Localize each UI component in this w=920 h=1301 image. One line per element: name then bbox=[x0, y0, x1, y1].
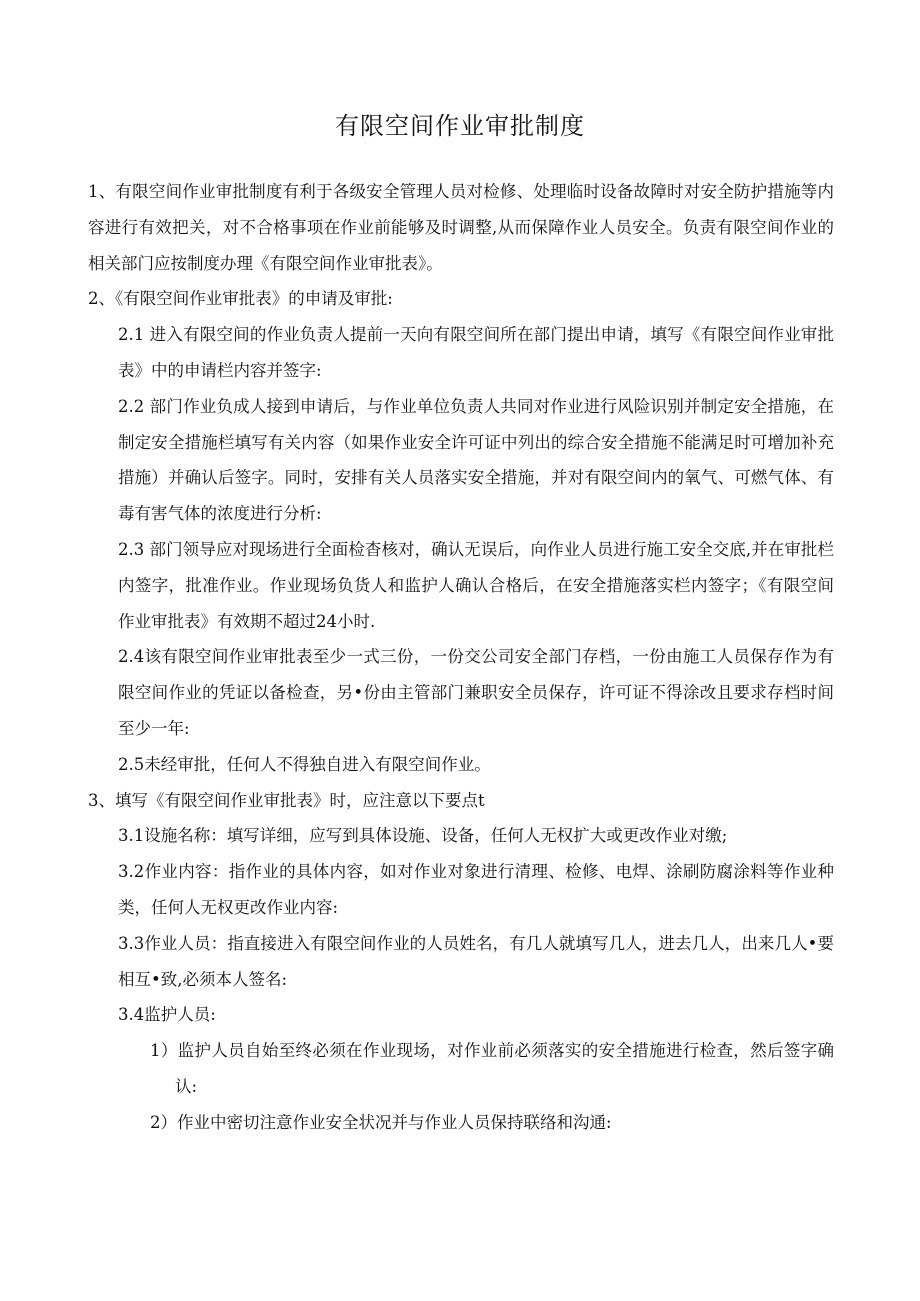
paragraph-3-4-1-text: 1）监护人员自始至终必须在作业现场，对作业前必须落实的安全措施进行检查，然后签字确认: bbox=[150, 1041, 834, 1096]
paragraph-section-2: 2、《有限空间作业审批表》的申请及审批: bbox=[88, 289, 393, 309]
paragraph-section-1: 1、有限空间作业审批制度有利于各级安全管理人员对检修、处理临时设备故障时对安全防护措施等内容进行有效把关，对不合格事项在作业前能够及时调整,从而保障作业人员安全。负责有限空间作业的相关部门应按制度办理《有限空间作业审批表》。 bbox=[88, 182, 834, 273]
paragraph-2-3: 2.3 部门领导应对现场进行全面检杳核对，确认无误后，向作业人员进行施工安全交底,并在审批栏内签字，批准作业。作业现场负货人和监护人确认合格后，在安全措施落实栏内签字；《有限空间作业审批表》有效期不超过24小时. bbox=[118, 539, 834, 631]
page-title: 有限空间作业审批制度 bbox=[335, 112, 585, 140]
paragraph-3-4-2: 2）作业中密切注意作业安全状况并与作业人员保持联络和沟通: bbox=[150, 1112, 612, 1132]
document-body bbox=[88, 174, 834, 1141]
paragraph-3-4: 3.4监护人员: bbox=[118, 1005, 216, 1025]
paragraph-3-2: 3.2作业内容：指作业的具体内容，如对作业对象进行清理、检修、电焊、涂刷防腐涂料等作业种类，任何人无权更改作业内容: bbox=[118, 862, 834, 917]
paragraph-2-4: 2.4该有限空间作业审批表至少一式三份，一份交公司安全部门存档，一份由施工人员保存作为有限空间作业的凭证以备检查，另•份由主管部门兼职安全员保存，许可证不得涂改且要求存档时间至少一年: bbox=[118, 647, 834, 738]
paragraph-section-3: 3、填写《有限空间作业审批表》时，应注意以下要点t bbox=[88, 790, 485, 810]
paragraph-2-2: 2.2 部门作业负成人接到申请后，与作业单位负责人共同对作业进行风险识别并制定安全措施，在制定安全措施栏填写有关内容（如果作业安全许可证中列出的综合安全措施不能满足时可增加补充措施）并确认后签字。同时，安排有关人员落实安全措施，并对有限空间内的氧气、可燃气体、有毒有害气体的浓度进行分析: bbox=[118, 396, 834, 524]
paragraph-2-1: 2.1 进入有限空间的作业负责人提前一天向有限空间所在部门提出申请，填写《有限空间作业审批表》中的申请栏内容并签字: bbox=[118, 325, 834, 380]
paragraph-3-3: 3.3作业人员：指直接进入有限空间作业的人员姓名，有几人就填写几人，进去几人，出来几人•要相互•致,必须本人签名: bbox=[118, 933, 834, 989]
paragraph-2-5: 2.5未经审批，任何人不得独自进入有限空间作业。 bbox=[118, 754, 491, 774]
paragraph-3-4-1 bbox=[88, 1033, 834, 1105]
paragraph-3-1: 3.1设施名称：填写详细，应写到具体设施、设备，任何人无权扩大或更改作业对缴; bbox=[118, 826, 728, 846]
